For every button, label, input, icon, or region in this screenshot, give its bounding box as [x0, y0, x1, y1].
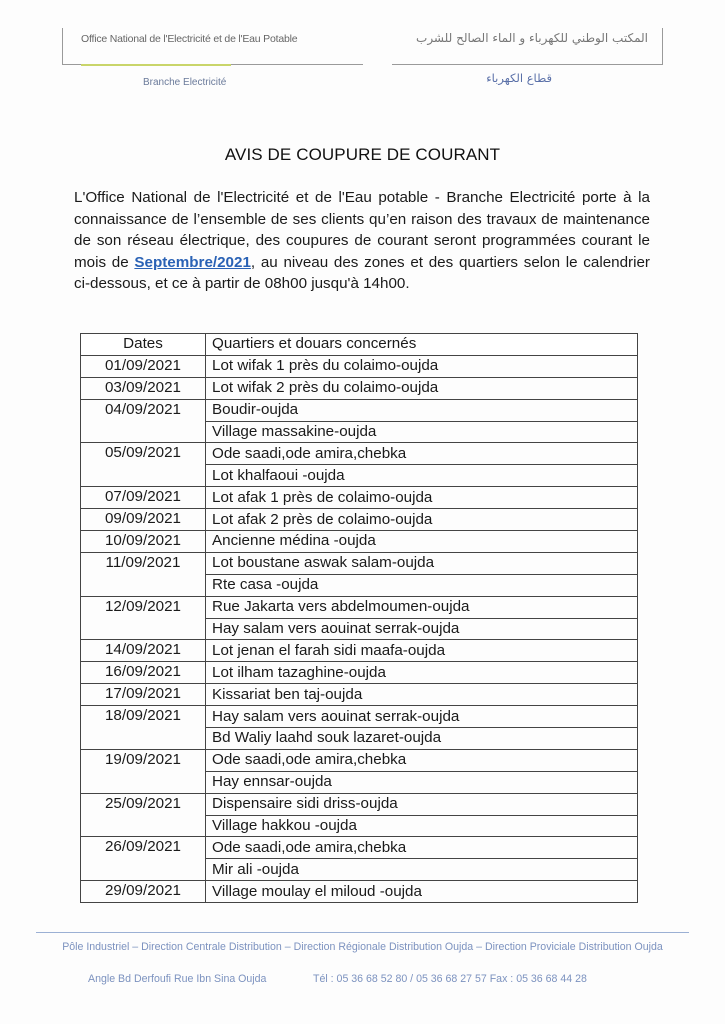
- place-cell: Hay ennsar-oujda: [206, 771, 638, 793]
- place-cell: Lot wifak 1 près du colaimo-oujda: [206, 355, 638, 377]
- table-row: [81, 793, 638, 815]
- header-dates: Dates: [81, 334, 206, 356]
- date-cell: 01/09/2021: [81, 355, 206, 377]
- intro-text-before: L'Office National de l'Electricité et de l'Eau potable - Branche Electricité porte à la connaissance de l’ensemble de ses clients qu’en raison des travaux de maintenance de son réseau électrique, des coupures de courant seront programmées courant le mois de: [74, 189, 650, 271]
- table-row: [81, 749, 638, 771]
- date-cell: 04/09/2021: [81, 399, 206, 443]
- place-cell: Lot afak 2 près de colaimo-oujda: [206, 509, 638, 531]
- place-cell: Village massakine-oujda: [206, 421, 638, 443]
- header-right: [392, 28, 663, 85]
- schedule-body: [81, 355, 638, 902]
- date-cell: 18/09/2021: [81, 706, 206, 750]
- table-row: [81, 531, 638, 553]
- branch-name-ar: قطاع الكهرباء: [486, 71, 552, 85]
- footer-divider: [36, 932, 689, 933]
- table-row: [81, 662, 638, 684]
- table-row: [81, 706, 638, 728]
- footer-address: Angle Bd Derfoufi Rue Ibn Sina Oujda: [88, 973, 267, 985]
- table-header-row: [81, 334, 638, 356]
- table-row: [81, 596, 638, 618]
- table-row: [81, 355, 638, 377]
- footer-phone-fax: Tél : 05 36 68 52 80 / 05 36 68 27 57 Fax : 05 36 68 44 28: [313, 973, 587, 985]
- branch-name-fr: Branche Electricité: [143, 77, 227, 88]
- table-row: [81, 377, 638, 399]
- place-cell: Lot boustane aswak salam-oujda: [206, 552, 638, 574]
- schedule-table: [80, 333, 638, 903]
- table-row: [81, 684, 638, 706]
- page-title: AVIS DE COUPURE DE COURANT: [224, 145, 501, 164]
- place-cell: Village moulay el miloud -oujda: [206, 881, 638, 903]
- table-row: [81, 443, 638, 465]
- place-cell: Lot jenan el farah sidi maafa-oujda: [206, 640, 638, 662]
- date-cell: 05/09/2021: [81, 443, 206, 487]
- header-accent-line: [81, 64, 231, 66]
- place-cell: Bd Waliy laahd souk lazaret-oujda: [206, 728, 638, 750]
- place-cell: Mir ali -oujda: [206, 859, 638, 881]
- date-cell: 07/09/2021: [81, 487, 206, 509]
- header-left: [62, 28, 363, 88]
- footer-departments: Pôle Industriel – Direction Centrale Distribution – Direction Régionale Distribution Oujda – Direction Proviciale Distribution Oujda: [62, 941, 663, 953]
- intro-text-after: , au niveau des zones et des quartiers selon le calendrier ci-dessous, et ce à partir de 08h00 jusqu'à 14h00.: [74, 253, 650, 293]
- table-row: [81, 509, 638, 531]
- place-cell: Hay salam vers aouinat serrak-oujda: [206, 706, 638, 728]
- place-cell: Lot khalfaoui -oujda: [206, 465, 638, 487]
- date-cell: 10/09/2021: [81, 531, 206, 553]
- place-cell: Hay salam vers aouinat serrak-oujda: [206, 618, 638, 640]
- place-cell: Lot afak 1 près de colaimo-oujda: [206, 487, 638, 509]
- org-name-fr: Office National de l'Electricité et de l'Eau Potable: [81, 33, 298, 45]
- date-cell: 29/09/2021: [81, 881, 206, 903]
- table-row: [81, 552, 638, 574]
- place-cell: Ode saadi,ode amira,chebka: [206, 443, 638, 465]
- date-cell: 12/09/2021: [81, 596, 206, 640]
- place-cell: Boudir-oujda: [206, 399, 638, 421]
- table-row: [81, 399, 638, 421]
- table-row: [81, 487, 638, 509]
- table-row: [81, 640, 638, 662]
- date-cell: 09/09/2021: [81, 509, 206, 531]
- place-cell: Lot ilham tazaghine-oujda: [206, 662, 638, 684]
- place-cell: Rue Jakarta vers abdelmoumen-oujda: [206, 596, 638, 618]
- place-cell: Lot wifak 2 près du colaimo-oujda: [206, 377, 638, 399]
- date-cell: 26/09/2021: [81, 837, 206, 881]
- date-cell: 17/09/2021: [81, 684, 206, 706]
- place-cell: Rte casa -oujda: [206, 574, 638, 596]
- intro-paragraph: [74, 187, 650, 295]
- intro-month-highlight: Septembre/2021: [134, 253, 251, 271]
- place-cell: Dispensaire sidi driss-oujda: [206, 793, 638, 815]
- header-places: Quartiers et douars concernés: [206, 334, 638, 356]
- org-name-ar: المكتب الوطني للكهرباء و الماء الصالح للشرب: [416, 31, 648, 45]
- date-cell: 03/09/2021: [81, 377, 206, 399]
- date-cell: 11/09/2021: [81, 552, 206, 596]
- date-cell: 16/09/2021: [81, 662, 206, 684]
- date-cell: 19/09/2021: [81, 749, 206, 793]
- table-row: [81, 881, 638, 903]
- date-cell: 14/09/2021: [81, 640, 206, 662]
- place-cell: Kissariat ben taj-oujda: [206, 684, 638, 706]
- date-cell: 25/09/2021: [81, 793, 206, 837]
- place-cell: Village hakkou -oujda: [206, 815, 638, 837]
- place-cell: Ode saadi,ode amira,chebka: [206, 749, 638, 771]
- place-cell: Ancienne médina -oujda: [206, 531, 638, 553]
- place-cell: Ode saadi,ode amira,chebka: [206, 837, 638, 859]
- table-row: [81, 837, 638, 859]
